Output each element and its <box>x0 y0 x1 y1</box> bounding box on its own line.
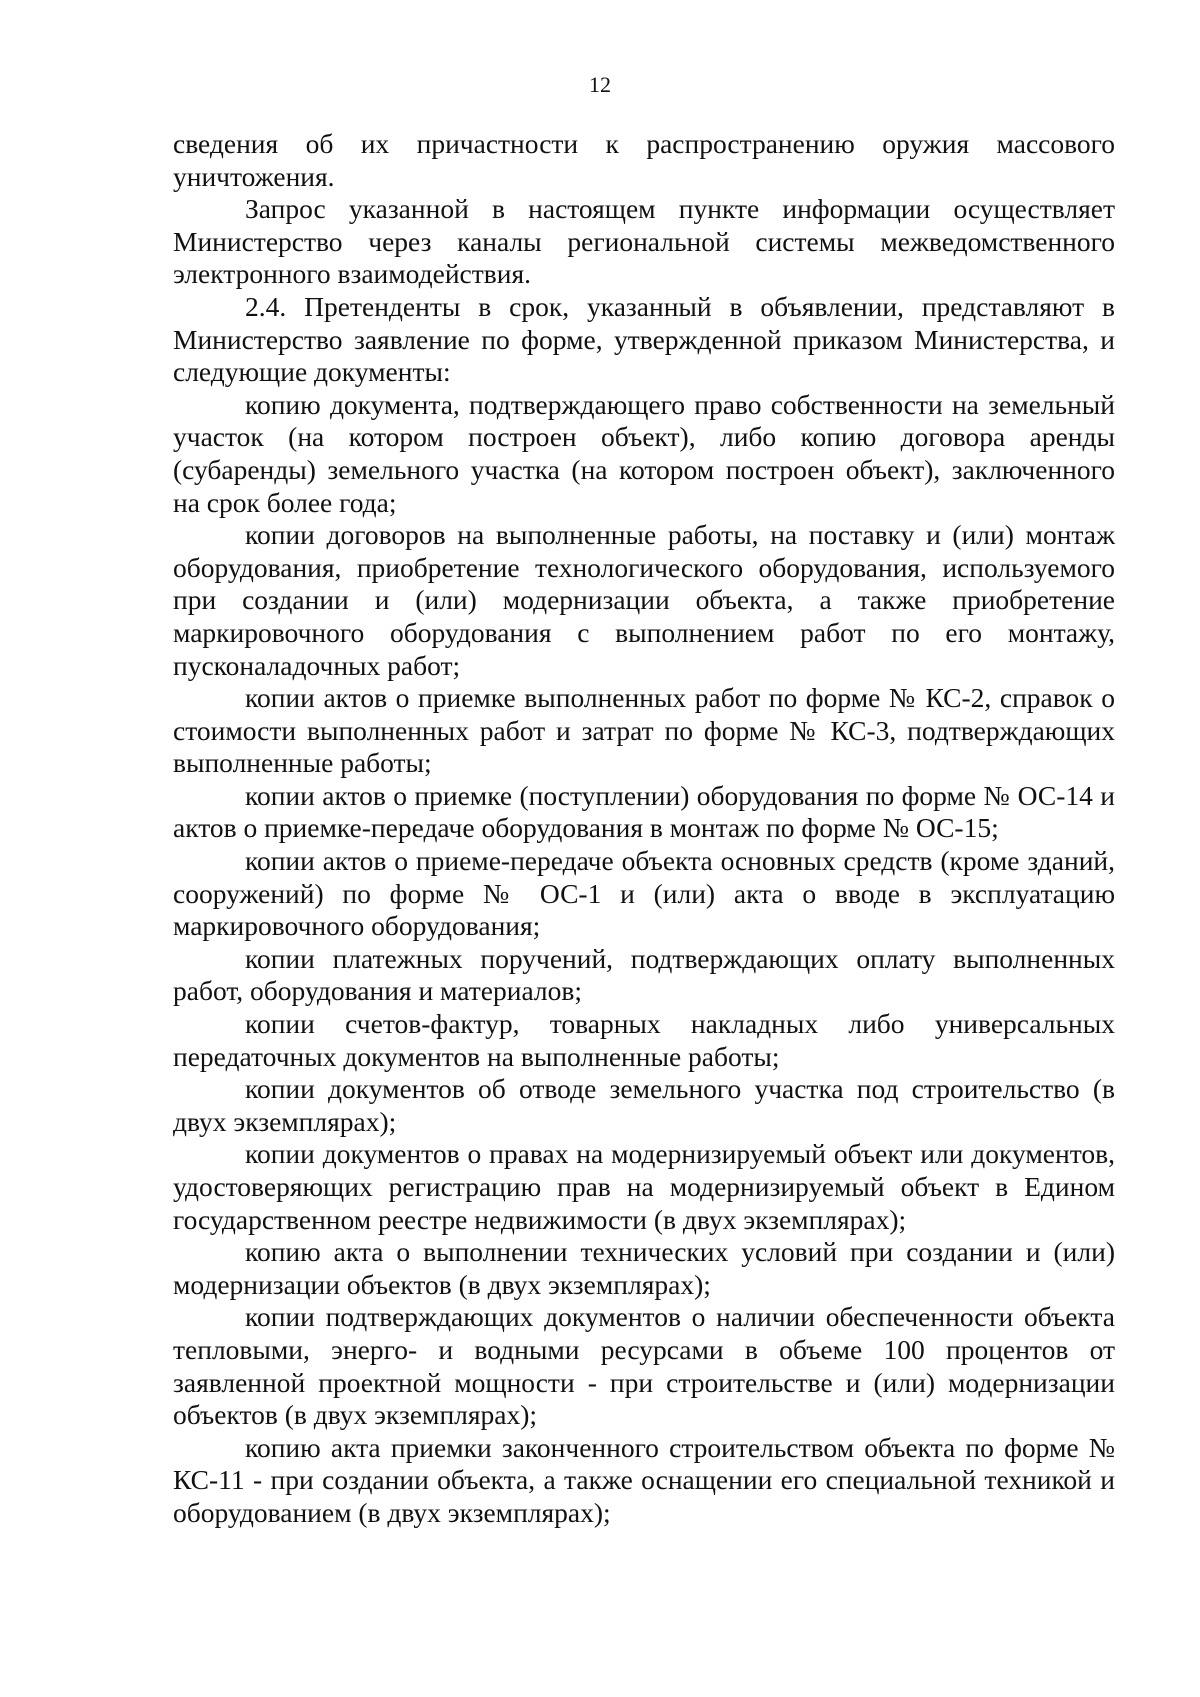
document-body <box>173 128 1115 1530</box>
list-item: копию акта о выполнении технических условий при создании и (или) модернизации объектов (в двух экземплярах); <box>173 1236 1115 1300</box>
list-item: копию документа, подтверждающего право собственности на земельный участок (на котором построен объект), либо копию договора аренды (субаренды) земельного участка (на котором построен объект), заключенного на срок более года; <box>173 388 1115 518</box>
list-item: копии актов о приемке выполненных работ по форме № КС-2, справок о стоимости выполненных работ и затрат по форме № КС-3, подтверждающих выполненные работы; <box>173 682 1115 779</box>
list-item: копии договоров на выполненные работы, на поставку и (или) монтаж оборудования, приобретение технологического оборудования, используемого при создании и (или) модернизации объекта, а также приобретение маркировочного оборудования с выполнением работ по его монтажу, пусконаладочных работ; <box>173 519 1115 681</box>
paragraph: сведения об их причастности к распространению оружия массового уничтожения. <box>173 128 1115 192</box>
list-item: копии подтверждающих документов о наличии обеспеченности объекта тепловыми, энерго- и водными ресурсами в объеме 100 процентов от заявленной проектной мощности - при строительстве и (или) модернизации объектов (в двух экземплярах); <box>173 1301 1115 1431</box>
paragraph: 2.4. Претенденты в срок, указанный в объявлении, представляют в Министерство заявление по форме, утвержденной приказом Министерства, и следующие документы: <box>173 290 1115 388</box>
list-item: копии актов о приеме-передаче объекта основных средств (кроме зданий, сооружений) по форме № ОС-1 и (или) акта о вводе в эксплуатацию маркировочного оборудования; <box>173 845 1115 942</box>
list-item: копии документов об отводе земельного участка под строительство (в двух экземплярах); <box>173 1073 1115 1137</box>
list-item: копии актов о приемке (поступлении) оборудования по форме № ОС-14 и актов о приемке-передаче оборудования в монтаж по форме № ОС-15; <box>173 779 1115 844</box>
list-item: копии платежных поручений, подтверждающих оплату выполненных работ, оборудования и материалов; <box>173 942 1115 1007</box>
list-item: копию акта приемки законченного строительством объекта по форме № КС-11 - при создании объекта, а также оснащении его специальной техникой и оборудованием (в двух экземплярах); <box>173 1431 1115 1528</box>
list-item: копии документов о правах на модернизируемый объект или документов, удостоверяющих регистрацию прав на модернизируемый объект в Едином государственном реестре недвижимости (в двух экземплярах); <box>173 1138 1115 1235</box>
page-number: 12 <box>589 72 611 97</box>
list-item: копии счетов-фактур, товарных накладных либо универсальных передаточных документов на выполненные работы; <box>173 1008 1115 1072</box>
paragraph: Запрос указанной в настоящем пункте информации осуществляет Министерство через каналы региональной системы межведомственного электронного взаимодействия. <box>173 193 1115 290</box>
